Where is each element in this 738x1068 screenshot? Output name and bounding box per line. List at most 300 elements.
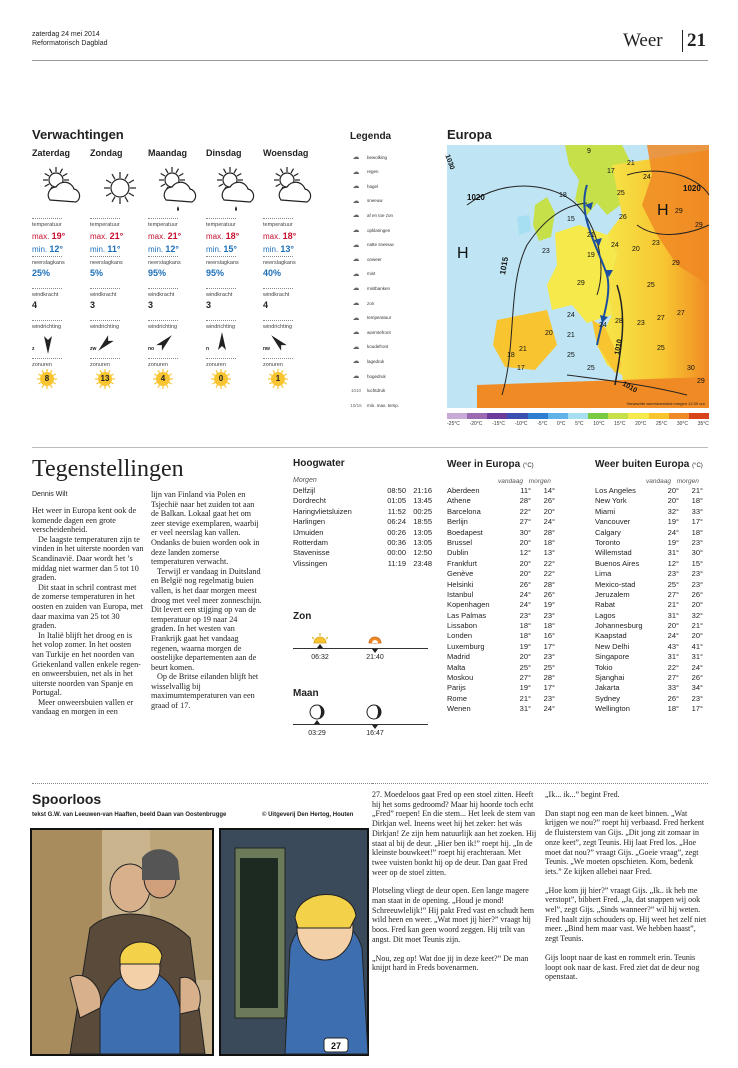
scale-swatch	[548, 413, 568, 419]
row-name: Parijs	[447, 683, 466, 693]
map-temperature: 25	[617, 190, 625, 197]
row-value: 18°	[691, 527, 703, 537]
min-temp	[263, 244, 318, 254]
comic-panel-number: 27	[330, 1041, 342, 1051]
min-label: min.	[206, 245, 222, 254]
sun-hours	[206, 368, 236, 390]
row-value: 27°	[519, 517, 531, 527]
min-value: 12°	[165, 244, 179, 254]
article-byline: Dennis Wilt	[32, 491, 68, 498]
wind-direction	[32, 330, 87, 356]
direction-label: windrichting	[90, 324, 120, 330]
row-name: Harlingen	[293, 517, 326, 527]
row-value: 13:05	[413, 527, 432, 537]
table-row	[595, 496, 703, 506]
map-temperature: 21	[519, 346, 527, 353]
legend-item	[348, 281, 390, 295]
sun-hours-value: 4	[160, 374, 166, 383]
row-value: 19°	[667, 537, 679, 547]
temp-label: temperatuur	[148, 222, 178, 228]
forecast-day-name: Zondag	[90, 148, 123, 158]
row-name: Vancouver	[595, 517, 631, 527]
row-name: Jeruzalem	[595, 589, 630, 599]
legend-label: sneeuw	[367, 198, 383, 204]
legend-item	[348, 165, 379, 179]
row-name: Willemstad	[595, 548, 632, 558]
article-column-1	[32, 506, 144, 717]
cold-front-icon: ☁	[352, 343, 360, 351]
table-row	[447, 683, 555, 693]
map-temperature: 26	[619, 214, 627, 221]
max-value: 18°	[282, 231, 297, 241]
map-temperature: 29	[695, 222, 703, 229]
europe-weather-unit: (°C)	[522, 463, 534, 469]
paragraph: 27. Moedeloos gaat Fred op een stoel zitten. Heeft hij het soms gedroomd? Maar hij hoorde toch echt „Fred” roepen! En die stem... Het leek de stem van Dirkjan wel. Ineens weet hij het zeker: het wás Dirkjan! Ze zijn hem natuurlijk aan het zoeken. Hij staat al bij de deur. „Hier ben ik!” roept hij. „In de kleinste bouwkeet!” roept hij erachteraan. Met twee vuisten bonkt hij op de deur. Dan gaat Fred weer op de stoel zitten.	[372, 790, 537, 877]
temp-icon: ☁	[352, 314, 360, 322]
rain-chance: 5%	[90, 268, 104, 278]
table-row	[595, 580, 703, 590]
sun-hours	[90, 368, 120, 390]
row-value: 23°	[691, 537, 703, 547]
scale-swatch	[689, 413, 709, 419]
sun-title: Zon	[293, 611, 312, 622]
max-label: max.	[206, 232, 224, 241]
map-temperature: 19	[587, 252, 595, 259]
legend-label: koudefront	[367, 344, 389, 350]
table-row	[447, 580, 555, 590]
sun-hours	[32, 368, 62, 390]
table-row	[447, 548, 555, 558]
rain-label: neerslagkans	[206, 260, 239, 266]
direction-label: windrichting	[148, 324, 178, 330]
comic-divider	[372, 783, 708, 784]
wind-label: windkracht	[263, 292, 290, 298]
legend-label: onweer	[367, 256, 382, 262]
wind-label: windkracht	[148, 292, 175, 298]
max-label: max.	[148, 232, 166, 241]
dotted-rule	[32, 358, 62, 359]
comic-credit: tekst G.W. van Leeuwen-van Haaften, beeld Daan van Oostenbrugge	[32, 812, 227, 818]
row-name: Sjanghai	[595, 673, 625, 683]
row-value: 32°	[691, 610, 703, 620]
row-value: 26°	[691, 673, 703, 683]
map-temperature: 15	[567, 216, 575, 223]
row-value: 18:55	[413, 517, 432, 527]
row-name: Moskou	[447, 673, 474, 683]
row-name: Brussel	[447, 537, 473, 547]
dotted-rule	[32, 320, 62, 321]
row-value: 23°	[667, 569, 679, 579]
comic-story-column-1	[372, 790, 537, 973]
row-value: 30°	[519, 527, 531, 537]
scale-swatch	[467, 413, 487, 419]
row-name: Lagos	[595, 610, 616, 620]
table-row	[447, 569, 555, 579]
max-value: 21°	[109, 231, 124, 241]
wind-direction-label: z	[32, 346, 35, 352]
scale-label: -5°C	[537, 421, 548, 427]
row-value: 30°	[691, 548, 703, 558]
table-row	[447, 528, 555, 538]
rain-label: neerslagkans	[148, 260, 181, 266]
wind-arrow-icon	[34, 330, 64, 356]
map-temperature: 27	[657, 315, 665, 322]
sunset-time: 21:40	[366, 654, 384, 661]
date-text: zaterdag 24 mei 2014	[32, 31, 100, 38]
row-name: Jakarta	[595, 683, 620, 693]
row-value: 27°	[519, 673, 531, 683]
row-value: 31°	[667, 652, 679, 662]
min-label: min.	[32, 245, 48, 254]
map-temperature: 18	[559, 192, 567, 199]
row-value: 20°	[691, 631, 703, 641]
legend-item	[348, 398, 399, 412]
row-value: 28°	[543, 579, 555, 589]
table-row	[447, 631, 555, 641]
row-value: 12:50	[413, 548, 432, 558]
row-value: 24°	[543, 704, 555, 714]
map-temperature: 17	[607, 168, 615, 175]
map-temperature: 27	[677, 310, 685, 317]
isobar-label: 1020	[467, 193, 485, 202]
row-name: Sydney	[595, 693, 621, 703]
row-value: 13:45	[413, 496, 432, 506]
legend-item	[348, 384, 385, 398]
map-temperature: 23	[652, 240, 660, 247]
sun-label: zonuren	[148, 362, 168, 368]
row-value: 00:26	[387, 527, 406, 537]
direction-label: windrichting	[263, 324, 293, 330]
min-value: 13°	[280, 244, 294, 254]
scale-swatch	[568, 413, 588, 419]
row-value: 41°	[691, 641, 703, 651]
europe-weather-title-text: Weer in Europa	[447, 459, 521, 470]
table-row	[447, 704, 555, 714]
header-divider	[32, 60, 708, 61]
row-value: 20°	[519, 569, 531, 579]
row-value: 25°	[543, 662, 555, 672]
forecast-day-2	[148, 148, 203, 418]
min-value: 15°	[223, 244, 237, 254]
moonset-time: 16:47	[366, 730, 384, 737]
row-value: 15°	[691, 558, 703, 568]
clearing-icon: ☁	[352, 227, 360, 234]
sun-timeline	[293, 648, 428, 649]
wind-direction-label: n	[206, 346, 210, 352]
wind-label: windkracht	[206, 292, 233, 298]
comic-divider	[32, 783, 372, 784]
row-value: 31°	[667, 548, 679, 558]
row-name: Lima	[595, 569, 612, 579]
table-row	[293, 496, 432, 506]
legend-label: temperatuur	[367, 315, 392, 321]
wind-force: 3	[206, 300, 212, 310]
row-value: 20°	[667, 621, 679, 631]
legend-label: min. max. temp.	[367, 402, 400, 408]
min-temp	[32, 244, 87, 254]
page-number: 21	[682, 30, 706, 52]
table-row	[595, 590, 703, 600]
row-value: 18°	[519, 631, 531, 641]
row-value: 20°	[519, 652, 531, 662]
temperature-scale	[447, 413, 709, 419]
row-value: 34°	[691, 683, 703, 693]
paragraph: Op de Britse eilanden blijft het wisselvallig bij maximumtemperaturen van een graad of 17.	[151, 672, 259, 711]
min-label: min.	[263, 245, 279, 254]
wind-force: 4	[263, 300, 269, 310]
table-row	[293, 528, 432, 538]
row-name: Berlijn	[447, 517, 468, 527]
wind-force: 3	[90, 300, 96, 310]
row-value: 01:05	[387, 496, 406, 506]
scale-label: -25°C	[447, 421, 460, 427]
sun-hours	[148, 368, 178, 390]
row-name: Dublin	[447, 548, 469, 558]
row-value: 22°	[519, 506, 531, 516]
sun-hours-value: 1	[275, 374, 281, 383]
sunrise-time: 06:32	[311, 654, 329, 661]
wind-force: 3	[148, 300, 154, 310]
dotted-rule	[90, 218, 120, 219]
rain-shower-icon	[152, 162, 204, 216]
min-value: 12°	[49, 244, 63, 254]
row-value: 21°	[691, 486, 703, 495]
row-name: Athene	[447, 496, 471, 506]
dotted-rule	[90, 358, 120, 359]
row-value: 18°	[543, 537, 555, 547]
map-temperature: 24	[599, 322, 607, 329]
table-row	[595, 517, 703, 527]
dotted-rule	[148, 256, 178, 257]
sun-label: zonuren	[90, 362, 110, 368]
map-temperature: 28	[615, 318, 623, 325]
row-name: Wenen	[447, 704, 471, 714]
dotted-rule	[148, 320, 178, 321]
table-row	[595, 528, 703, 538]
row-name: Londen	[447, 631, 473, 641]
table-row	[447, 673, 555, 683]
low-icon: ☁	[352, 358, 360, 366]
world-weather-table	[595, 486, 703, 715]
europe-weather-map	[443, 145, 709, 408]
scale-swatch	[628, 413, 648, 419]
table-row	[447, 694, 555, 704]
map-temperature: 24	[643, 174, 651, 181]
max-label: max.	[90, 232, 108, 241]
row-value: 11:19	[387, 558, 406, 568]
forecast-title: Verwachtingen	[32, 127, 124, 142]
world-weather-title-text: Weer buiten Europa	[595, 459, 690, 470]
row-value: 21:16	[413, 486, 432, 495]
row-name: Toronto	[595, 537, 621, 547]
wind-arrow-icon	[92, 330, 122, 356]
row-value: 23°	[691, 693, 703, 703]
scale-label: 15°C	[614, 421, 626, 427]
map-temperature: 29	[672, 260, 680, 267]
map-title: Europa	[447, 127, 492, 142]
row-value: 17°	[543, 641, 555, 651]
map-temperature: 21	[587, 232, 595, 239]
table-row	[595, 569, 703, 579]
rain-icon: ☁	[352, 168, 360, 176]
row-name: Rotterdam	[293, 537, 329, 547]
row-name: Buenos Aires	[595, 558, 640, 568]
isobar-label: 1020	[683, 184, 701, 193]
table-row	[293, 548, 432, 558]
wind-direction-label: no	[148, 346, 155, 352]
row-value: 31°	[519, 704, 531, 714]
legend-item	[348, 238, 394, 252]
row-value: 18°	[667, 704, 679, 714]
table-row	[447, 517, 555, 527]
legend-label: luchtdruk	[367, 388, 386, 394]
table-row	[293, 538, 432, 548]
row-name: Singapore	[595, 652, 630, 662]
min-label: min.	[90, 245, 106, 254]
row-value: 17°	[543, 683, 555, 693]
temp-label: temperatuur	[263, 222, 293, 228]
sun-hours	[263, 368, 293, 390]
pressure-icon: 1010	[350, 388, 361, 394]
scale-label: 10°C	[593, 421, 605, 427]
paragraph: Plotseling vliegt de deur open. Een lange magere man staat in de opening. „Houd je mond! Schreeuwlelijk!” Hij pakt Fred vast en schudt hem wild heen en weer. „Wat moet jij hier?” vraagt hij boos. Fred kan geen woord zeggen. Hij trilt van angst. Dit moet Teunis zijn.	[372, 886, 534, 944]
table-row	[447, 559, 555, 569]
legend-item	[348, 179, 378, 193]
dotted-rule	[148, 288, 178, 289]
thunder-icon: ☁	[352, 212, 360, 220]
row-name: Istanbul	[447, 589, 474, 599]
min-label: min.	[148, 245, 164, 254]
row-value: 00:00	[387, 548, 406, 558]
row-name: New Delhi	[595, 641, 630, 651]
table-row	[595, 486, 703, 496]
minmax-icon: 10/15	[350, 402, 362, 408]
paragraph: „Ik... ik...” begint Fred.	[545, 790, 620, 799]
table-row	[595, 642, 703, 652]
table-row	[447, 642, 555, 652]
temp-label: temperatuur	[90, 222, 120, 228]
scale-swatch	[507, 413, 527, 419]
row-value: 26°	[519, 579, 531, 589]
row-name: Kaapstad	[595, 631, 627, 641]
table-row	[447, 590, 555, 600]
row-name: Dordrecht	[293, 496, 326, 506]
row-value: 21°	[667, 600, 679, 610]
partly-cloudy-icon	[36, 162, 88, 216]
map-temperature: 30	[687, 365, 695, 372]
scale-swatch	[588, 413, 608, 419]
table-row	[293, 559, 432, 569]
paragraph: Het weer in Europa kent ook de komende dagen een grote verscheidenheid.	[32, 506, 137, 535]
row-value: 00:25	[413, 506, 432, 516]
scale-swatch	[528, 413, 548, 419]
rain-label: neerslagkans	[32, 260, 65, 266]
rain-label: neerslagkans	[90, 260, 123, 266]
map-caption: Verwachte weerstoestand morgen 12.00 uur	[626, 401, 705, 406]
paragraph: lijn van Finland via Polen en Tsjechië naar het zuiden tot aan de Balkan. Lokaal gaat het om zeer stevige exemplaren, waarbij er veel neerslag kan vallen. Ondanks de buien worden ook in deze landen zomerse temperaturen verwacht.	[151, 490, 260, 567]
wind-direction-label: zw	[90, 346, 97, 352]
sun-hours-value: 0	[218, 374, 224, 383]
table-row	[595, 683, 703, 693]
row-name: New York	[595, 496, 627, 506]
scale-swatch	[447, 413, 467, 419]
europe-weather-columns	[498, 478, 551, 485]
sun-label: zonuren	[206, 362, 226, 368]
row-name: Madrid	[447, 652, 470, 662]
paragraph: „Nou, zeg op! Wat doe jij in deze keet?” De man knijpt hard in Freds bovenarmen.	[372, 953, 529, 973]
legend-item	[348, 267, 375, 281]
paragraph: Dit staat in schril contrast met de zomerse temperaturen in het oosten en zuiden van Europa, met daar maxima van 25 tot 30 graden.	[32, 582, 143, 631]
scale-label: 25°C	[655, 421, 668, 427]
haze-icon: ☁	[352, 285, 360, 293]
table-row	[595, 704, 703, 714]
row-value: 11°	[520, 486, 531, 495]
europe-weather-title	[447, 459, 534, 470]
scale-label: 30°C	[676, 421, 689, 427]
row-value: 28°	[543, 673, 555, 683]
row-name: Haringvlietsluizen	[293, 506, 352, 516]
row-value: 12°	[667, 558, 679, 568]
col-today: vandaag	[646, 478, 671, 485]
row-value: 20°	[519, 558, 531, 568]
scale-label: -20°C	[469, 421, 483, 427]
map-temperature: 29	[697, 378, 705, 385]
dotted-rule	[32, 256, 62, 257]
row-value: 20°	[667, 496, 679, 506]
legend-label: zon	[367, 300, 375, 306]
table-row	[293, 507, 432, 517]
forecast-day-0	[32, 148, 87, 418]
row-value: 17°	[691, 704, 703, 714]
row-value: 11:52	[387, 506, 406, 516]
map-temperature: 25	[567, 352, 575, 359]
row-value: 19°	[519, 641, 531, 651]
table-row	[595, 673, 703, 683]
comic-strip-image	[30, 828, 370, 1056]
dotted-rule	[90, 320, 120, 321]
row-value: 33°	[691, 506, 703, 516]
sun-hours-value: 8	[44, 374, 50, 383]
map-temperature: 17	[517, 365, 525, 372]
legend-label: warmtefront	[367, 329, 391, 335]
row-value: 32°	[667, 506, 679, 516]
table-row	[293, 517, 432, 527]
row-name: Aberdeen	[447, 486, 480, 495]
table-row	[447, 507, 555, 517]
table-row	[595, 663, 703, 673]
sunset-icon	[365, 633, 385, 645]
comic-doorway-dark	[240, 858, 278, 1008]
max-value: 21°	[167, 231, 182, 241]
fog-icon: ☁	[352, 270, 360, 278]
wind-arrow-icon	[150, 330, 180, 356]
row-value: 23°	[543, 652, 555, 662]
high-pressure-label: H	[657, 202, 669, 219]
tides-title: Hoogwater	[293, 458, 345, 469]
sunset-marker	[372, 649, 378, 653]
row-value: 18°	[543, 621, 555, 631]
table-row	[595, 621, 703, 631]
row-name: Malta	[447, 662, 466, 672]
table-row	[293, 486, 432, 496]
row-value: 26°	[667, 693, 679, 703]
map-temperature: 23	[542, 248, 550, 255]
max-label: max.	[263, 232, 281, 241]
paragraph: In Italië blijft het droog en is het volop zomer. In het oosten van Turkije en het noorden van Griekenland vallen enkele regen- en onweersbuien, net als in het uiterste noorden van Spanje en Portugal.	[32, 630, 141, 698]
row-value: 24°	[543, 517, 555, 527]
row-name: Luxemburg	[447, 641, 485, 651]
map-temperature: 9	[587, 148, 591, 155]
